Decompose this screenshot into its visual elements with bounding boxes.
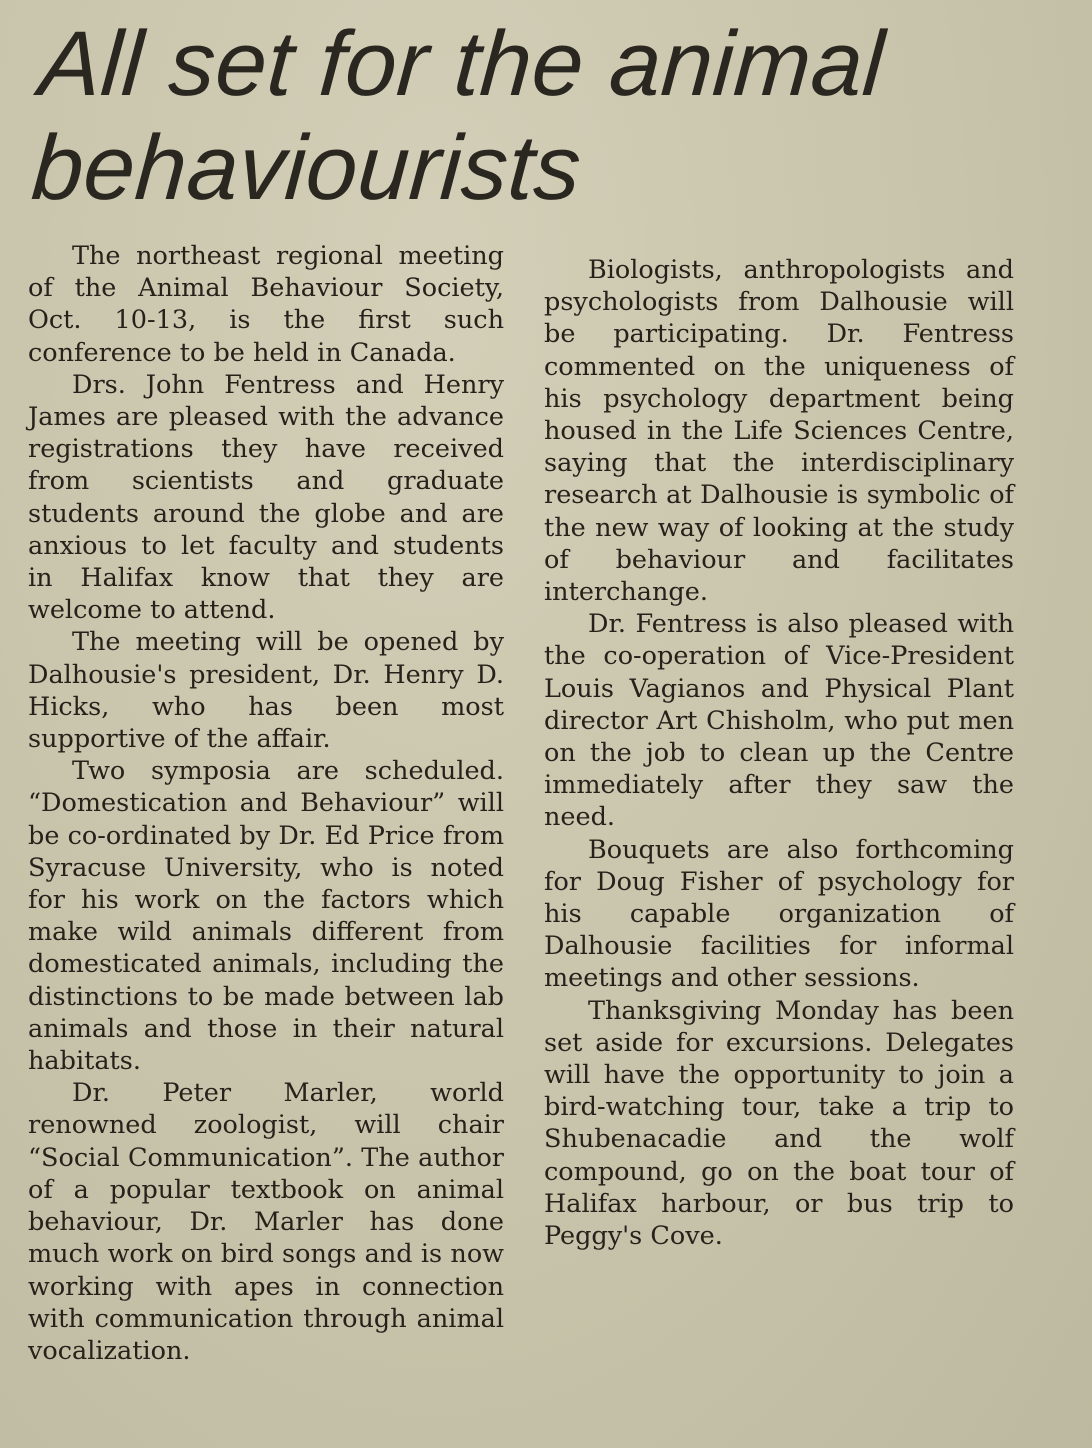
- headline-line-2: behaviourists: [28, 117, 585, 219]
- paragraph: Thanksgiving Monday has been set aside for excursions. Delegates will have the opportunity to join a bird-watching tour, take a trip to Shubenacadie and the wolf compound, go on the boat tour of Halifax harbour, or bus trip to Peggy's Cove.: [544, 995, 1014, 1252]
- paragraph: Two symposia are scheduled. “Domestication and Behaviour” will be co-ordinated by Dr. Ed Price from Syracuse University, who is noted for his work on the factors which make wild animals different from domesticated animals, including the distinctions to be made between lab animals and those in their natural habitats.: [28, 756, 504, 1077]
- paragraph: Biologists, anthropologists and psychologists from Dalhousie will be participating. Dr. Fentress commented on the uniqueness of his psychology department being housed in the Life Sciences Centre, saying that the interdisciplinary research at Dalhousie is symbolic of the new way of looking at the study of behaviour and facilitates interchange.: [544, 255, 1014, 608]
- left-column: [28, 240, 504, 1367]
- paragraph: The northeast regional meeting of the Animal Behaviour Society, Oct. 10-13, is the first such conference to be held in Canada.: [28, 241, 504, 368]
- headline-line-1: All set for the animal: [36, 13, 888, 115]
- paragraph: Bouquets are also forthcoming for Doug Fisher of psychology for his capable organization of Dalhousie facilities for informal meetings and other sessions.: [544, 834, 1014, 994]
- article-headline: [29, 12, 1084, 220]
- paragraph: Dr. Peter Marler, world renowned zoologist, will chair “Social Communication”. The author of a popular textbook on animal behaviour, Dr. Marler has done much work on bird songs and is now working with apes in connection with communication through animal vocalization.: [28, 1078, 504, 1366]
- paragraph: Drs. John Fentress and Henry James are pleased with the advance registrations they have received from scientists and graduate students around the globe and are anxious to let faculty and students in Halifax know that they are welcome to attend.: [28, 369, 504, 626]
- paragraph: Dr. Fentress is also pleased with the co-operation of Vice-President Louis Vagianos and Physical Plant director Art Chisholm, who put men on the job to clean up the Centre immediately after they saw the need.: [544, 609, 1014, 833]
- paragraph: The meeting will be opened by Dalhousie's president, Dr. Henry D. Hicks, who has been most supportive of the affair.: [28, 627, 504, 755]
- right-column: [544, 254, 1014, 1252]
